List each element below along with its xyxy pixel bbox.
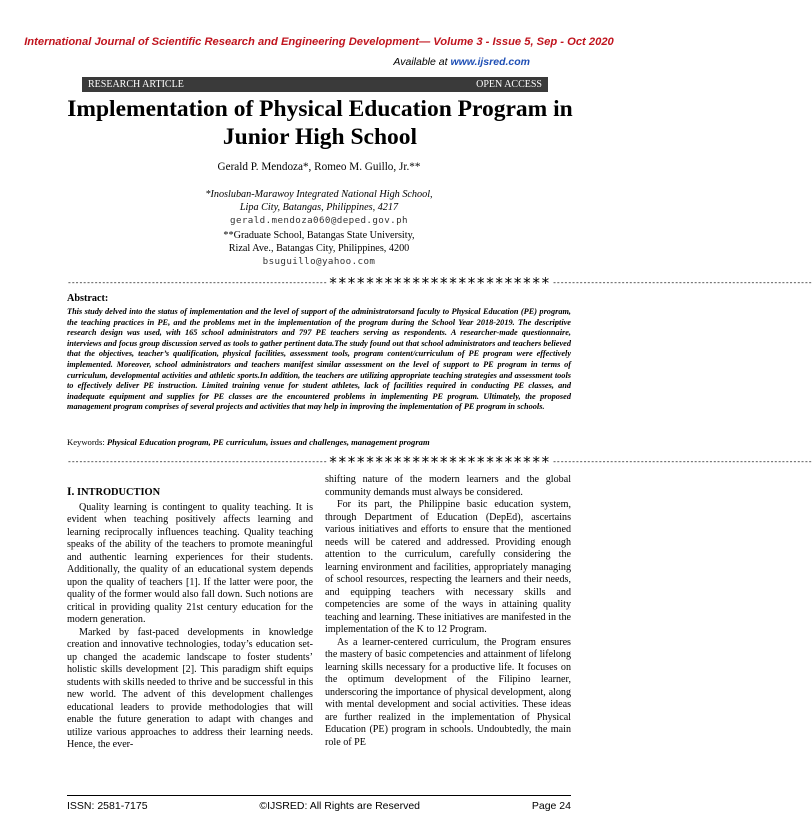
intro-paragraph-4: As a learner-centered curriculum, the Program ensures the mastery of basic competencies and attainment of lifelong learning skills necessary for a productive life. It focuses on the optimum development of the Filipino learner, underscoring the importance of physical development, along with mental development and social activities. These ideas are further realized in the implementation of Physical Education (PE) program in schools. Undoubtedly, the main role of PE	[325, 636, 571, 748]
page-footer	[67, 800, 571, 812]
affiliation-2-line-2: Rizal Ave., Batangas City, Philippines, 4200	[228, 243, 410, 254]
intro-paragraph-2-continued: shifting nature of the modern learners and the global community demands must always be considered.	[325, 474, 571, 498]
intro-paragraph-1: Quality learning is contingent to quality teaching. It is evident when teaching positively affects learning and learning reciprocally influences teaching. Quality teaching speaks of the ability of the teachers to promote meaningful and authentic learning experiences for their students. Additionally, the quality of an educational system depends upon the quality of teachers [1]. If the latter were poor, the quality of the former would also fall down. Such notions are critical in providing quality 21st century education for the modern generation.	[67, 501, 313, 625]
separator-stars: ************************	[328, 453, 551, 471]
section-title: INTRODUCTION	[76, 487, 161, 498]
affiliation-2-line-1: **Graduate School, Batangas State University,	[223, 230, 415, 241]
footer-issn: ISSN: 2581-7175	[67, 800, 148, 812]
keywords-line	[67, 437, 571, 447]
abstract-body: This study delved into the status of implementation and the level of support of the administratorsand faculty to Physical Education (PE) program, the teaching practices in PE, and the problems met in the implementation of the program during the School Year 2018-2019. The descriptive research design was used, with 165 school administrators and 797 PE teachers serving as respondents. A researcher-made questionnaire, interviews and focus group discussion served as tools to gather pertinent data.The study found out that school administrators and teachers believed that the objectives, teacher’s qualification, physical facilities, assessment tools, program content/curriculum of PE program were effectively implemented. Moreover, school administrators and teachers manifest similar assessment on the level of support to PE program in terms of curriculum, developmental activities and athletic sports.In addition, the teachers are utilizing appropriate teaching strategies and assessment tools to effectively deliver PE instruction. Limited training venue for student athletes, lack of facilities required in conducting PE classes, and inadequate equipment and supplies for PE classes are the encountered problems in implementing PE program. Ultimately, the proposed management program comprises of several projects and activities that may help in improving the implementation of PE program in schools.	[67, 307, 571, 412]
journal-header: International Journal of Scientific Research and Engineering Development— Volume 3 - Issue 5, Sep - Oct 2020	[24, 36, 614, 48]
abstract-heading: Abstract:	[67, 293, 109, 304]
affiliation-1-line-2: Lipa City, Batangas, Philippines, 4217	[239, 202, 399, 213]
article-type-bar	[82, 77, 548, 92]
paper-title: Implementation of Physical Education Program in Junior High School	[67, 96, 573, 150]
keywords-label: Keywords:	[67, 437, 107, 447]
separator-stars: ************************	[328, 274, 551, 292]
separator-dashes-right: --------------------------------------------------------------------	[552, 457, 812, 466]
journal-url-link[interactable]: www.ijsred.com	[450, 56, 530, 68]
separator-dashes-left: --------------------------------------------------------------------	[67, 457, 327, 466]
availability-line	[393, 56, 530, 68]
intro-paragraph-2: Marked by fast-paced developments in knowledge creation and innovative technologies, today’s education set-up changed the academic landscape to foster students’ holistic skills development [2]. This paradigm shift equips students with skills needed to thrive and be successful in this new world. The advent of this development challenges educational leaders to provide methodologies that will enable the future generation to adapt with changes and utilize various approaches to address their learning needs. Hence, the ever-	[67, 626, 313, 750]
author-2-email[interactable]: bsuguillo@yahoo.com	[262, 256, 376, 267]
affiliation-1-line-1: *Inosluban-Marawoy Integrated National High School,	[205, 189, 433, 200]
keywords-list: Physical Education program, PE curriculum, issues and challenges, management program	[106, 437, 430, 447]
separator-dashes-left: --------------------------------------------------------------------	[67, 278, 327, 287]
separator-dashes-right: --------------------------------------------------------------------	[552, 278, 812, 287]
abstract-bottom-separator	[67, 453, 812, 471]
intro-paragraph-3: For its part, the Philippine basic education system, through Department of Education (DepEd), ascertains various initiatives and efforts to ensure that the mentioned needs will be catered and addressed. Providing enough attention to the curriculum, carefully considering the learning environment and facilities, appropriately managing of school resources, respecting the learners and their needs, and equipping teachers with necessary skills and competencies are some of the ways in attaining quality teaching and learning. These initiatives are manifested in the implementation of the K to 12 Program.	[325, 499, 571, 635]
article-type-label: RESEARCH ARTICLE	[88, 79, 184, 90]
open-access-label: OPEN ACCESS	[476, 79, 542, 90]
abstract-top-separator	[67, 274, 812, 292]
section-number: I.	[67, 486, 75, 498]
footer-copyright: ©IJSRED: All Rights are Reserved	[259, 800, 421, 812]
author-1-email[interactable]: gerald.mendoza060@deped.gov.ph	[230, 215, 408, 226]
affiliation-2	[0, 229, 638, 268]
right-column	[325, 474, 571, 749]
available-label: Available at	[393, 56, 451, 68]
footer-divider	[67, 795, 571, 796]
section-heading-introduction	[67, 486, 313, 500]
author-list: Gerald P. Mendoza*, Romeo M. Guillo, Jr.**	[217, 161, 421, 173]
footer-page-number: Page 24	[531, 800, 571, 812]
affiliation-1	[0, 188, 638, 227]
left-column	[67, 486, 313, 752]
